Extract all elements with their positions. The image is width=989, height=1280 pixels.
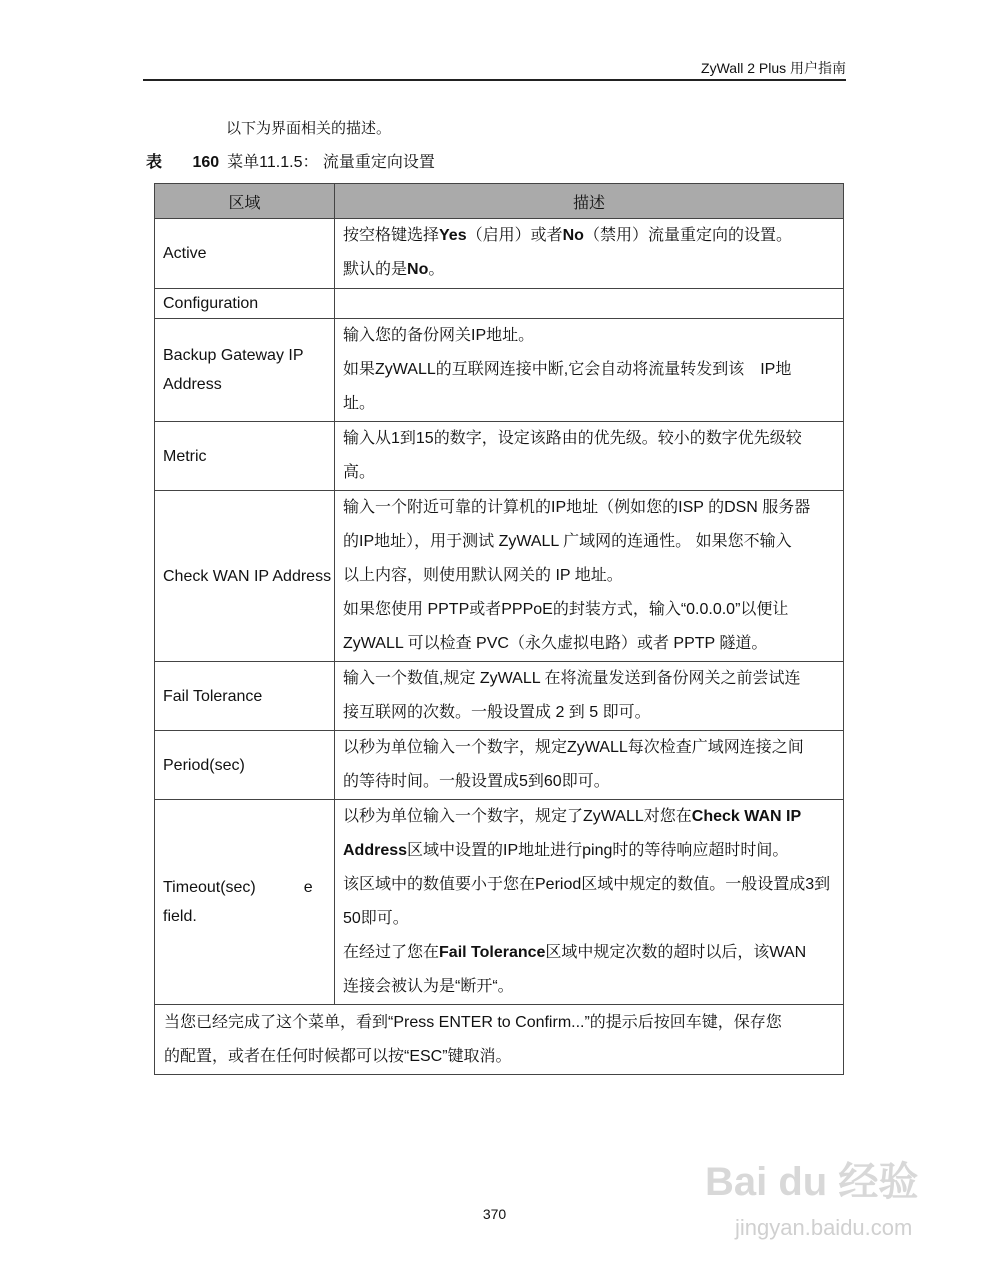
field-name: Configuration: [155, 289, 335, 319]
bold-term: Check WAN IP: [691, 808, 802, 825]
caption-text: 菜单11.1.5： 流量重定向设置: [227, 154, 435, 171]
description-line: [343, 936, 843, 970]
intro-text: 以下为界面相关的描述。: [226, 120, 392, 137]
text-segment: ZyWALL 可以检查 PVC（永久虚拟电路）或者 PPTP 隧道。: [343, 635, 768, 652]
field-name: Timeout(sec) e field.: [155, 800, 335, 1005]
text-segment: 输入一个数值,规定 ZyWALL 在将流量发送到备份网关之前尝试连: [343, 670, 801, 687]
bold-term: No: [562, 227, 584, 244]
text-segment: 址。: [343, 395, 376, 412]
table-row: [155, 319, 844, 422]
text-segment: 以秒为单位输入一个数字，规定了ZyWALL对您在: [343, 808, 692, 825]
description-line: [343, 353, 843, 387]
description-line: [343, 834, 843, 868]
header-title: ZyWall 2 Plus 用户指南: [701, 60, 846, 76]
text-segment: 按空格键选择: [343, 227, 440, 244]
text-segment: 以上内容，则使用默认网关的 IP 地址。: [343, 567, 623, 584]
field-name: Backup Gateway IP Address: [155, 319, 335, 422]
description-line: [343, 319, 843, 353]
table-row: [155, 662, 844, 731]
baidu-watermark-url: jingyan.baidu.com: [735, 1215, 913, 1240]
text-segment: 区域中设置的IP地址进行ping时的等待响应超时时间。: [407, 842, 789, 859]
text-segment: 在经过了您在: [343, 944, 440, 961]
table-footer-row: [155, 1005, 844, 1075]
description-line: [343, 662, 843, 696]
field-description: [335, 319, 844, 422]
text-segment: 的等待时间。一般设置成5到60即可。: [343, 773, 610, 790]
description-line: [343, 387, 843, 421]
table-header-row: [155, 184, 844, 219]
caption-number: 160: [192, 154, 220, 171]
table-row: [155, 491, 844, 662]
description-line: [343, 559, 843, 593]
text-segment: 区域中规定次数的超时以后，该WAN: [545, 944, 807, 961]
page-number: 370: [482, 1206, 507, 1222]
field-description: [335, 219, 844, 289]
page-header: [143, 58, 846, 81]
field-name: Period(sec): [155, 731, 335, 800]
text-segment: 50即可。: [343, 910, 409, 927]
text-segment: 如果您使用 PPTP或者PPPoE的封装方式，输入“0.0.0.0”以便让: [343, 601, 789, 618]
field-description: [335, 491, 844, 662]
description-line: [343, 456, 843, 490]
text-segment: （启用）或者: [466, 227, 563, 244]
baidu-watermark-logo: Bai du 经验: [705, 1160, 919, 1204]
description-line: [343, 253, 843, 287]
table-row: [155, 219, 844, 289]
text-segment: 接互联网的次数。一般设置成 2 到 5 即可。: [343, 704, 651, 721]
bold-term: Address: [343, 842, 408, 859]
description-line: [343, 868, 843, 902]
field-name: Metric: [155, 422, 335, 491]
text-segment: （禁用）流量重定向的设置。: [583, 227, 792, 244]
header-description: 描述: [335, 184, 844, 219]
field-name: Check WAN IP Address: [155, 491, 335, 662]
field-description: [335, 422, 844, 491]
bold-term: Fail Tolerance: [439, 944, 546, 961]
description-line: [343, 593, 843, 627]
description-line: [343, 422, 843, 456]
text-segment: 高。: [343, 464, 376, 481]
description-line: [343, 219, 843, 253]
field-description: [335, 731, 844, 800]
description-line: [343, 902, 843, 936]
field-description: [335, 662, 844, 731]
table-caption: [146, 149, 435, 172]
table-row: [155, 289, 844, 319]
text-segment: 连接会被认为是“断开“。: [343, 978, 514, 995]
bold-term: Yes: [439, 227, 467, 244]
text-segment: 该区域中的数值要小于您在Period区域中规定的数值。一般设置成3到: [343, 876, 831, 893]
settings-table: [154, 183, 844, 1075]
text-segment: 的IP地址），用于测试 ZyWALL 广域网的连通性。 如果您不输入: [343, 533, 792, 550]
description-line: [343, 731, 843, 765]
bold-term: No: [407, 261, 429, 278]
text-segment: 默认的是: [343, 261, 408, 278]
text-segment: 以秒为单位输入一个数字，规定ZyWALL每次检查广域网连接之间: [343, 739, 804, 756]
field-description: [335, 800, 844, 1005]
description-line: [343, 800, 843, 834]
field-name: Active: [155, 219, 335, 289]
text-segment: 如果ZyWALL的互联网连接中断,它会自动将流量转发到该 IP地: [343, 361, 792, 378]
table-row: [155, 731, 844, 800]
text-segment: 输入从1到15的数字，设定该路由的优先级。较小的数字优先级较: [343, 430, 802, 447]
footer-line: 当您已经完成了这个菜单，看到“Press ENTER to Confirm...”的提示后按回车键，保存您: [164, 1013, 782, 1031]
description-line: [343, 627, 843, 661]
table-row: [155, 422, 844, 491]
description-line: [343, 525, 843, 559]
caption-label: 表: [146, 154, 163, 171]
footer-line: 的配置，或者在任何时候都可以按“ESC”键取消。: [164, 1047, 512, 1065]
text-segment: 输入您的备份网关IP地址。: [343, 327, 535, 344]
description-line: [343, 491, 843, 525]
header-field: 区域: [155, 184, 335, 219]
field-name: Fail Tolerance: [155, 662, 335, 731]
text-segment: 输入一个附近可靠的计算机的IP地址（例如您的ISP 的DSN 服务器: [343, 499, 811, 516]
footer-note: [155, 1005, 844, 1075]
text-segment: 。: [428, 261, 445, 278]
table-row: [155, 800, 844, 1005]
description-line: [343, 696, 843, 730]
description-line: [343, 970, 843, 1004]
description-line: [343, 765, 843, 799]
field-description: [335, 289, 844, 319]
